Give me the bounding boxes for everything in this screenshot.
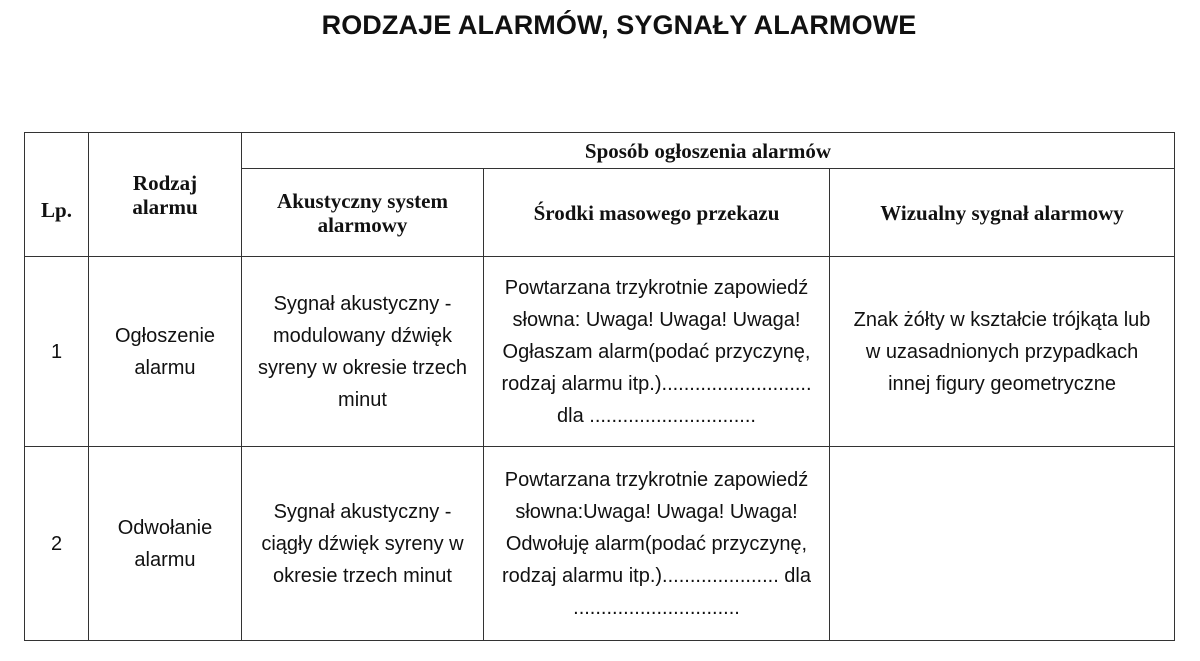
acoustic-value: Sygnał akustyczny - modulowany dźwięk syreny w okresie trzech minut	[258, 292, 467, 411]
table-header-row	[25, 133, 1175, 169]
acoustic-cell	[242, 257, 484, 447]
header-acoustic-label: Akustyczny system alarmowy	[277, 188, 448, 237]
alarm-type-value: Ogłoszenie alarmu	[114, 324, 216, 379]
table-row	[25, 257, 1175, 447]
mass-media-value: Powtarzana trzykrotnie zapowiedź słowna: Uwaga! Uwaga! Uwaga! Ogłaszam alarm(podać przyczynę, rodzaj alarmu itp.)........................... dla ..............................	[501, 276, 812, 427]
row-number-value: 1	[50, 340, 63, 363]
mass-media-value: Powtarzana trzykrotnie zapowiedź słowna:Uwaga! Uwaga! Uwaga! Odwołuję alarm(podać przyczynę, rodzaj alarmu itp.)..................... dla ..............................	[502, 468, 811, 619]
acoustic-value: Sygnał akustyczny - ciągły dźwięk syreny w okresie trzech minut	[261, 500, 464, 587]
visual-cell	[830, 257, 1175, 447]
visual-cell	[830, 447, 1175, 641]
visual-value: Znak żółty w kształcie trójkąta lub w uzasadnionych przypadkach innej figury geometryczne	[853, 308, 1151, 395]
header-lp	[25, 133, 89, 257]
header-acoustic	[242, 169, 484, 257]
mass-media-cell	[484, 447, 830, 641]
header-mass-media-label: Środki masowego przekazu	[533, 200, 780, 225]
row-number	[25, 447, 89, 641]
alarm-type-value: Odwołanie alarmu	[117, 516, 213, 571]
header-alarm-type	[89, 133, 242, 257]
row-number-value: 2	[50, 532, 63, 555]
mass-media-cell	[484, 257, 830, 447]
alarm-types-table	[24, 132, 1175, 641]
header-alarm-type-label: Rodzaj alarmu	[132, 170, 198, 219]
row-number	[25, 257, 89, 447]
header-announcement-methods-label: Sposób ogłoszenia alarmów	[584, 138, 832, 163]
header-visual-label: Wizualny sygnał alarmowy	[880, 200, 1124, 225]
table-row	[25, 447, 1175, 641]
alarm-type-cell	[89, 447, 242, 641]
header-mass-media	[484, 169, 830, 257]
document-title: RODZAJE ALARMÓW, SYGNAŁY ALARMOWE	[321, 10, 917, 40]
acoustic-cell	[242, 447, 484, 641]
alarm-type-cell	[89, 257, 242, 447]
header-lp-label: Lp.	[41, 198, 72, 222]
header-visual	[830, 169, 1175, 257]
header-announcement-methods	[242, 133, 1175, 169]
